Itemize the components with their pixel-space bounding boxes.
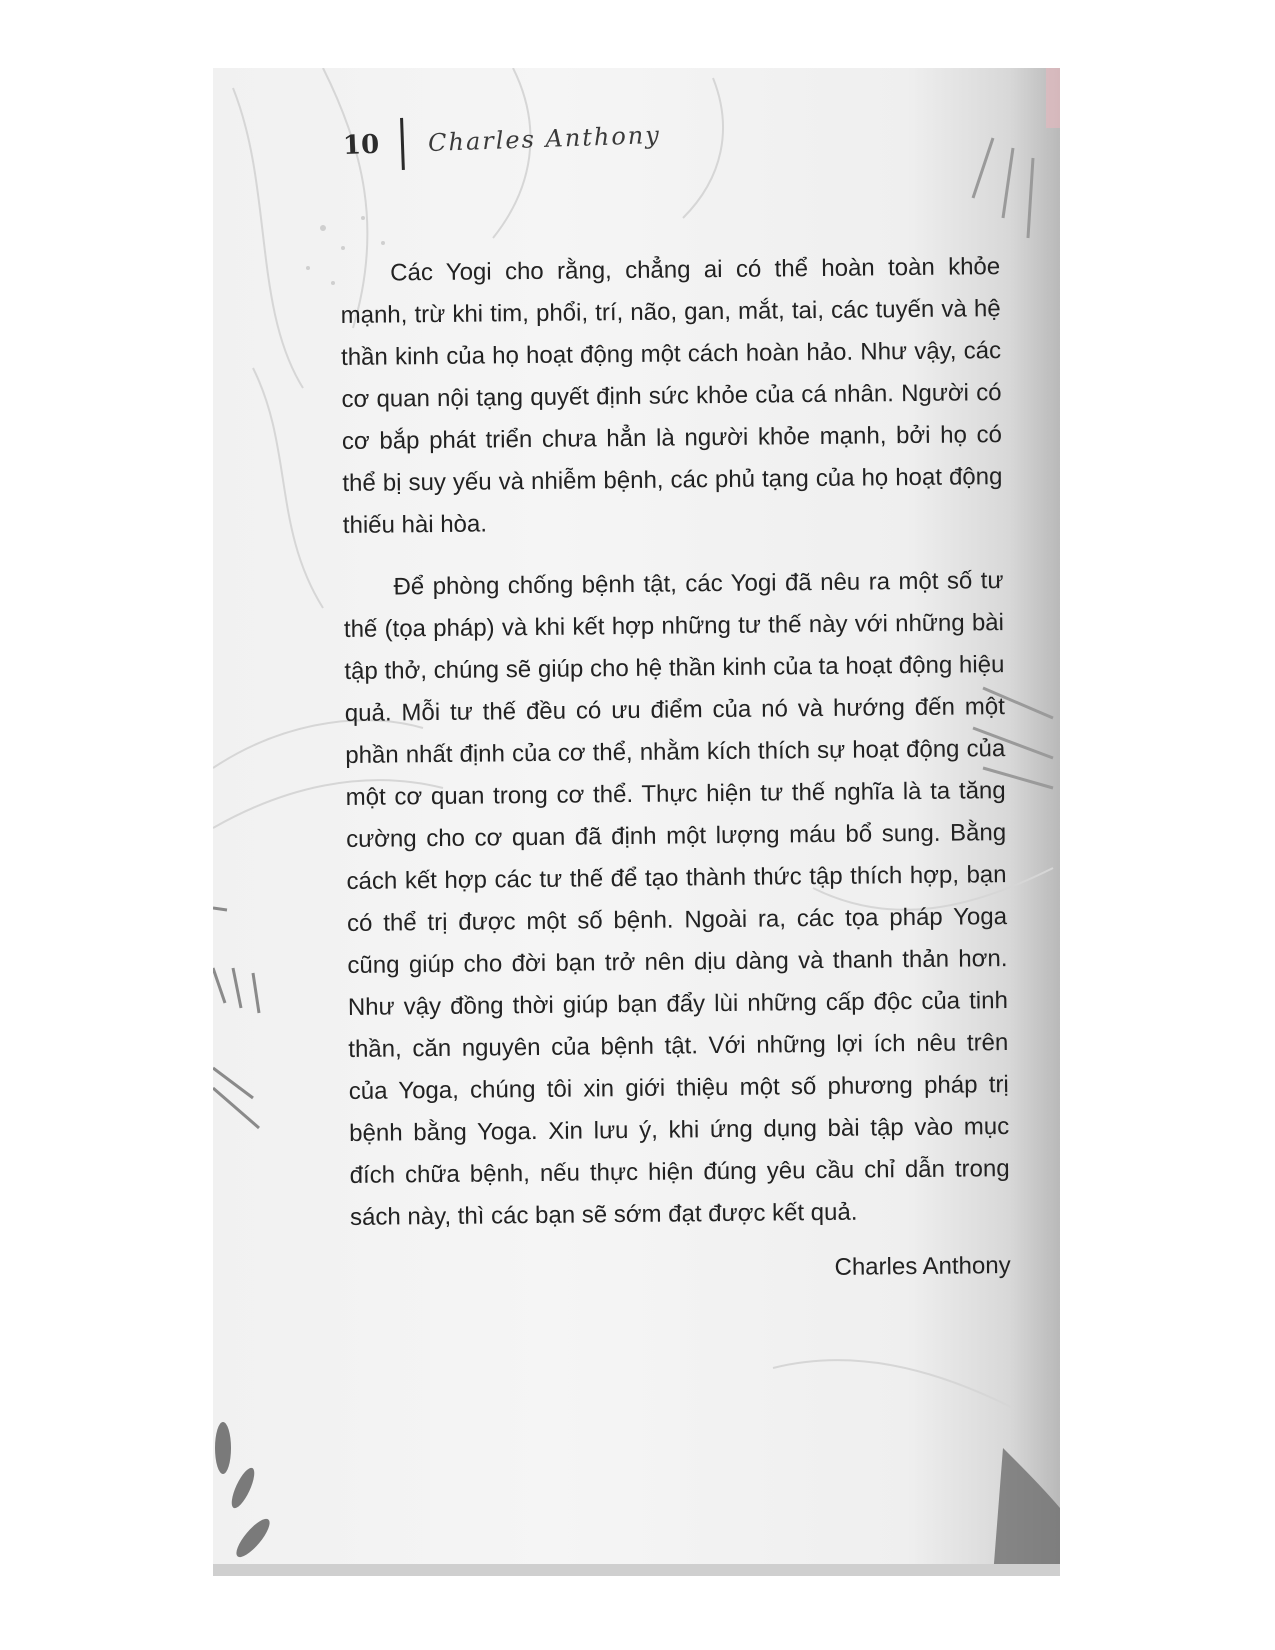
header-divider — [400, 118, 405, 170]
page-header — [342, 105, 662, 176]
page-bottom-band — [213, 1564, 1060, 1576]
running-head: Charles Anthony — [427, 120, 662, 158]
paragraph: Các Yogi cho rằng, chẳng ai có thể hoàn toàn khỏe mạnh, trừ khi tim, phổi, trí, não, gan, mắt, tai, các tuyến và hệ thần kinh của họ hoạt động một cách hoàn hảo. Như vậy, các cơ quan nội tạng quyết định sức khỏe của cá nhân. Người có cơ bắp phát triển chưa hẳn là người khỏe mạnh, bởi họ có thể bị suy yếu và nhiễm bệnh, các phủ tạng của họ hoạt động thiếu hài hòa. — [340, 253, 1003, 539]
author-signature: Charles Anthony — [834, 1252, 1011, 1281]
page-number: 10 — [342, 129, 380, 161]
paragraph: Để phòng chống bệnh tật, các Yogi đã nêu ra một số tư thế (tọa pháp) và khi kết hợp những tư thế này với những bài tập thở, chúng sẽ giúp cho hệ thần kinh của ta hoạt động hiệu quả. Mỗi tư thế đều có ưu điểm của nó và hướng đến một phần nhất định của cơ thể, nhằm kích thích sự hoạt động của một cơ quan trong cơ thể. Thực hiện tư thế nghĩa là ta tăng cường cho cơ quan đã định một lượng máu bổ sung. Bằng cách kết hợp các tư thế để tạo thành thức tập thích hợp, bạn có thể trị được một số bệnh. Ngoài ra, các tọa pháp Yoga cũng giúp cho đời bạn trở nên dịu dàng và thanh thản hơn. Như vậy đồng thời giúp bạn đẩy lùi những cấp độc của tinh thần, căn nguyên của bệnh tật. Với những lợi ích nêu trên của Yoga, chúng tôi xin giới thiệu một số phương pháp trị bệnh bằng Yoga. Xin lưu ý, khi ứng dụng bài tập vào mục đích chữa bệnh, nếu thực hiện đúng yêu cầu chỉ dẫn trong sách này, thì các bạn sẽ sớm đạt được kết quả. — [343, 567, 1010, 1231]
body-text — [340, 246, 1011, 1287]
page-edge-tint — [1046, 68, 1060, 128]
book-page — [213, 68, 1060, 1576]
